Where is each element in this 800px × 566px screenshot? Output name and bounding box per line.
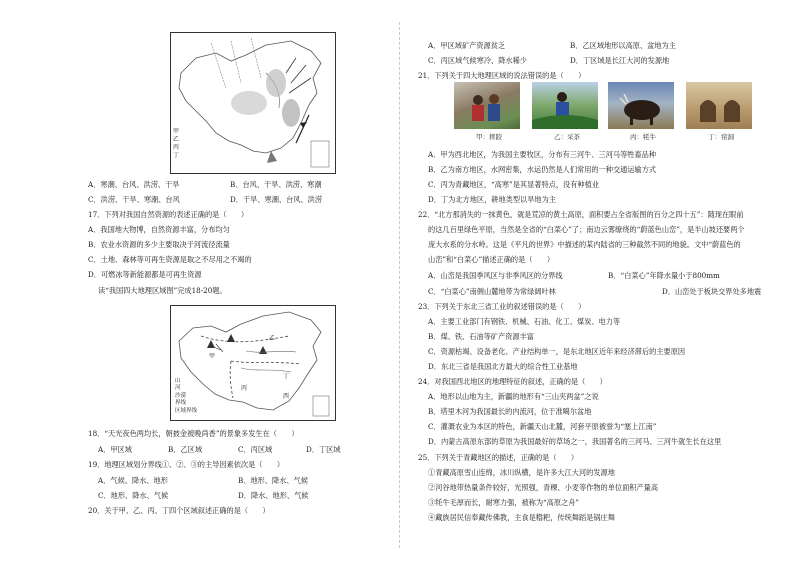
legend-item: 丁 [173,152,180,159]
china-disaster-map-graphic [171,33,335,173]
q22-text-line: 庞大水系的分水岭。这是《平凡的世界》中描述的某内陆省的三种截然不同的地貌。文中“蔚蓝色的 [428,240,741,249]
q22-option-a[interactable]: A．山峦是我国季风区与非季风区的分界线 [428,271,563,280]
q16-option-c[interactable]: C．洪涝、干旱、寒潮、台风 [88,195,180,204]
region-label: 丁 [283,373,290,380]
q25-item: ②河谷地带热量条件较好，光照强，青稞、小麦等作物的单位面积产量高 [428,483,659,492]
legend-item: 河 [175,385,181,392]
photo-caption-jia: 甲：摔跤 [476,133,502,141]
cave-dwelling-photo [686,82,752,129]
q19-option-b[interactable]: B．地形、降水、气候 [238,476,308,485]
q23-option-b[interactable]: B．煤、铁、石油等矿产资源丰富 [428,332,534,341]
map1-legend [173,129,179,159]
q24-stem: 24．对我国西北地区的地理特征的叙述，正确的是（ ） [418,377,607,386]
q17-option-a[interactable]: A．我国地大物博，自然资源丰富，分布均匀 [88,225,230,234]
yak-photo [608,82,674,129]
photo-caption-ding: 丁：窑洞 [708,133,734,141]
q24-option-a[interactable]: A．地形以山地为主，新疆的地形有“三山夹两盆”之说 [428,392,599,401]
legend-item: 山 [175,378,181,384]
q21-option-c[interactable]: C．丙为青藏地区，“高寒”是其显著特点，没有种植业 [428,180,599,189]
legend-item: 乙 [173,136,180,143]
q24-option-c[interactable]: C．灌溉农业为本区的特色，新疆天山北麓，河套平原被誉为“塞上江南” [428,422,657,431]
q21-option-b[interactable]: B．乙为南方地区，水网密集，水运仍然是人们常用的一种交通运输方式 [428,165,657,174]
map2-legend [175,378,197,415]
q19-option-c[interactable]: C．地形、降水、气候 [98,491,169,500]
q20-stem: 20．关于甲、乙、丙、丁四个区域叙述正确的是（ ） [88,506,270,515]
q20-option-a[interactable]: A．甲区域矿产资源贫乏 [428,41,506,50]
q17-option-d[interactable]: D．可燃冰等新能源都是可再生资源 [88,270,202,279]
right-page [400,0,800,566]
q17-option-c[interactable]: C．土地、森林等可再生资源是取之不尽用之不竭的 [88,255,252,264]
q18-option-d[interactable]: D．丁区域 [306,445,341,454]
region-label: 丙 [241,385,248,392]
q22-text-line: 的这几百里绿色平原，当然是全省的“白菜心”了；南边云雾缭绕的“蔚蓝色山峦”，是半山坡还要两个 [428,225,745,234]
q20-option-c[interactable]: C．丙区域气候寒冷、降水稀少 [428,56,527,65]
q19-stem: 19．地理区域划分界线①、②、③的主导因素依次是（ ） [88,460,285,469]
q23-option-c[interactable]: C．资源枯竭、设备老化、产业结构单一，是东北地区近年来经济滞后的主要原因 [428,347,686,356]
q22-text-line: 22．“北方那消失的一抹黄色，就是荒凉的黄土高原，面积要占全省版图的百分之四十五”：随现在眼前 [418,210,744,219]
q25-stem: 25．下列关于青藏地区的描述，正确的是（ ） [418,453,579,462]
legend-item: 界线 [175,400,187,407]
photo-caption-yi: 乙：采茶 [554,133,580,141]
region-label: 甲 [209,353,216,360]
read-note: 读“我国四大地理区域图”完成18-20题。 [98,286,227,295]
q20-option-b[interactable]: B．乙区域地形以高原、盆地为主 [570,41,676,50]
tea-picking-photo [532,82,598,129]
legend-item: 甲 [173,128,180,135]
q23-stem: 23．下列关于东北三省工业的叙述错误的是（ ） [418,302,586,311]
q23-option-d[interactable]: D．东北三省是我国北方最大的综合性工业基地 [428,362,578,371]
legend-item: 沙漠 [175,392,187,399]
q20-option-d[interactable]: D．丁区域是长江大河的发源地 [570,56,670,65]
region-label: 西 [283,393,290,400]
q24-option-b[interactable]: B．塔里木河为我国最长的内流河，位于准噶尔盆地 [428,407,592,416]
q18-option-c[interactable]: C．丙区域 [238,445,273,454]
region-label: 乙 [269,335,276,342]
q25-item: ①青藏高原雪山连绵，冰川纵横，是许多大江大河的发源地 [428,468,615,477]
q18-stem: 18．“天光夜色两均长，朝披金被晚尚香”的景象多发生在（ ） [88,429,299,438]
q22-option-b[interactable]: B．“白菜心”年降水量小于800mm [608,271,720,280]
q18-option-a[interactable]: A．甲区域 [98,445,132,454]
q22-option-d[interactable]: D．山峦处于板块交界处多地震 [662,287,762,296]
q21-option-a[interactable]: A．甲为西北地区，为我国主要牧区，分布有三河牛、三河马等牲畜品种 [428,150,657,159]
q23-option-a[interactable]: A．主要工业部门有钢铁、机械、石油、化工、煤炭、电力等 [428,317,621,326]
q16-option-a[interactable]: A．寒潮、台风、洪涝、干旱 [88,180,180,189]
q22-option-c[interactable]: C．“白菜心”南侧山麓地带为常绿阔叶林 [428,287,556,296]
china-regions-map [170,305,336,421]
q17-stem: 17．下列对我国自然资源的表述正确的是（ ） [88,210,249,219]
q19-option-a[interactable]: A．气候、降水、地形 [98,476,168,485]
q18-option-b[interactable]: B．乙区域 [168,445,203,454]
q21-option-d[interactable]: D．丁为北方地区，耕地类型以旱地为主 [428,195,556,204]
legend-item: 区域界线 [175,407,198,414]
q19-option-d[interactable]: D．降水、地形、气候 [238,491,309,500]
q16-option-b[interactable]: B．台风、干旱、洪涝、寒潮 [230,180,322,189]
q24-option-d[interactable]: D．内蒙古高原东部的草原为我国最好的草场之一，我国著名的三河马、三河牛就生长在这里 [428,437,722,446]
q21-stem: 21．下列关于四大地理区域的说法错误的是（ ） [418,71,586,80]
wrestling-photo [454,82,520,129]
q25-item: ④藏族居民信奉藏传佛教，主食是糌粑，传统舞蹈是锅庄舞 [428,513,615,522]
q22-text-line: 山峦”和“白菜心”描述正确的是（ ） [428,255,555,264]
q16-option-d[interactable]: D．干旱、寒潮、台风、洪涝 [230,195,323,204]
china-disaster-map [170,32,336,174]
photo-caption-bing: 丙：牦牛 [630,133,656,141]
q17-option-b[interactable]: B．农业水资源的多少主要取决于河流径流量 [88,240,230,249]
q25-item: ③牦牛毛厚而长，耐寒力强，被称为“高原之舟” [428,498,580,507]
legend-item: 丙 [173,144,180,151]
